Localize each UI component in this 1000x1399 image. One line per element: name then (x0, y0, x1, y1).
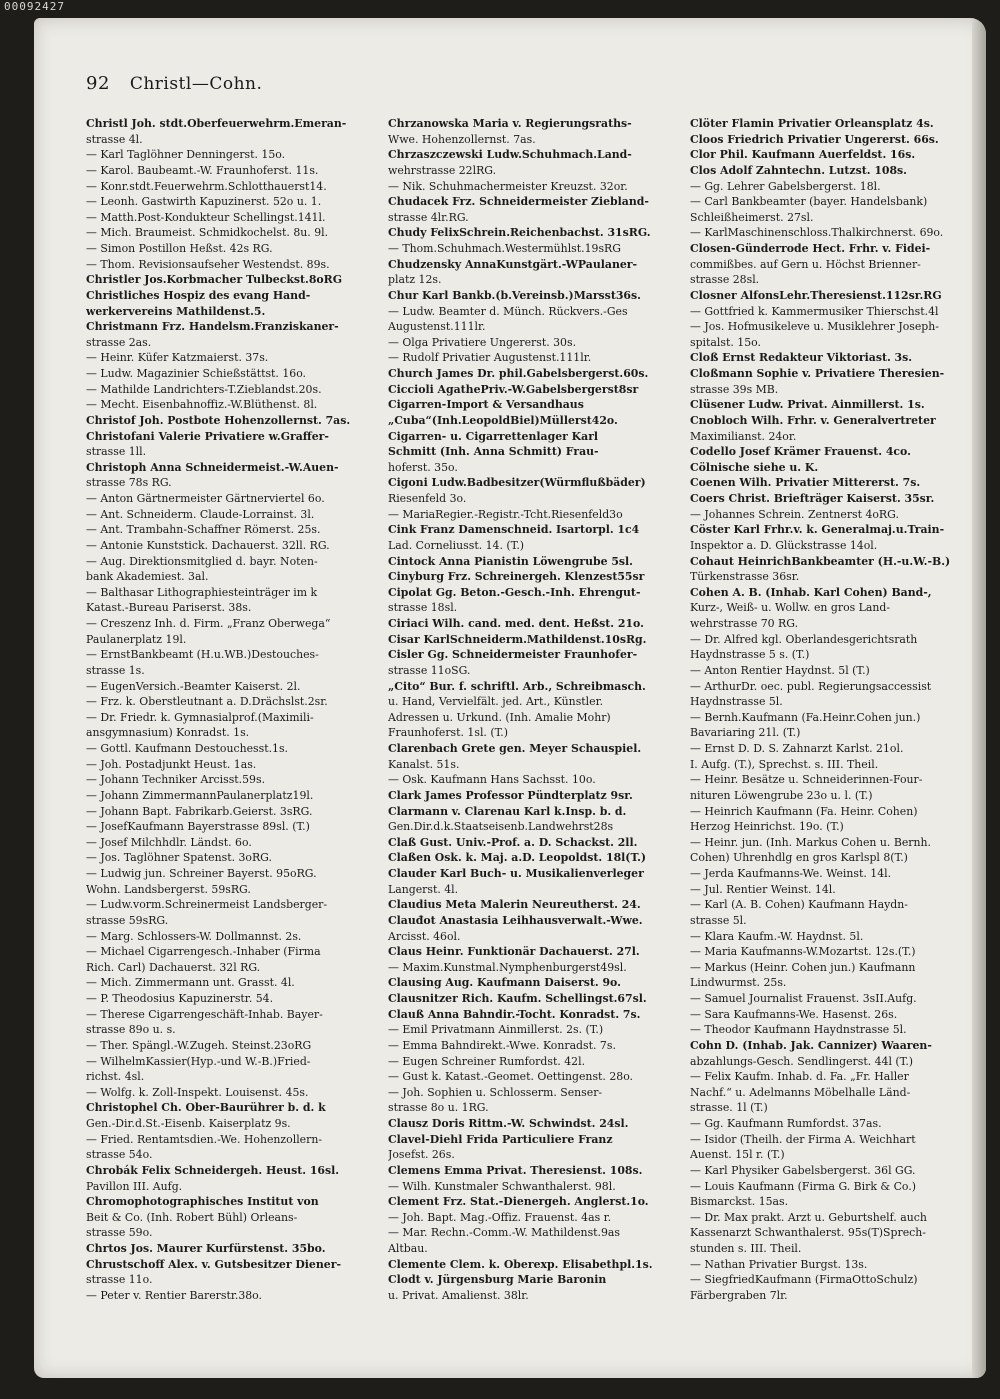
directory-entry-line: — Ludw.vorm.Schreinermeist Landsberger- (86, 898, 328, 912)
directory-entry-heading: Cisler Gg. Schneidermeister Fraunhofer- (388, 648, 638, 662)
directory-entry-heading: Chrobák Felix Schneidergeh. Heust. 16sl. (86, 1163, 340, 1177)
directory-entry-line: Schleißheimerst. 27sl. (690, 210, 814, 224)
directory-entry-line: — Thom. Revisionsaufseher Westendst. 89s. (86, 257, 330, 271)
directory-entry-line: Rich. Carl) Dachauerst. 32l RG. (86, 960, 261, 974)
directory-entry-line: — EugenVersich.-Beamter Kaiserst. 2l. (86, 679, 301, 693)
directory-entry-line: — Heinr. Besätze u. Schneiderinnen-Four- (690, 773, 923, 787)
directory-entry-line: — Gg. Kaufmann Rumfordst. 37as. (690, 1117, 882, 1130)
directory-entry-line: — Ther. Spängl.-W.Zugeh. Steinst.23oRG (86, 1038, 312, 1052)
directory-entry-heading: Chudacek Frz. Schneidermeister Ziebland- (388, 195, 649, 209)
directory-entry-line: Beit & Co. (Inh. Robert Bühl) Orleans- (86, 1210, 298, 1224)
directory-entry-line: — Antonie Kunststick. Dachauerst. 32ll. RG. (86, 538, 330, 552)
directory-entry-line: — Konr.stdt.Feuerwehrm.Schlotthauerst14. (86, 179, 327, 193)
page-header (86, 73, 262, 94)
directory-entry-heading: Cink Franz Damenschneid. Isartorpl. 1c4 (388, 523, 640, 537)
directory-entry-line: hoferst. 35o. (388, 460, 458, 474)
directory-entry-line: — Frz. k. Oberstleutnant a. D.Drächslst.2sr. (86, 695, 328, 709)
directory-entry-heading: Clauđot Anastasia Leihhausverwalt.-Wwe. (388, 913, 643, 927)
directory-entry-line: Wohn. Landsbergerst. 59sRG. (86, 882, 251, 896)
directory-entry-heading: Cloos Friedrich Privatier Ungererst. 66s. (690, 132, 939, 146)
directory-entry-heading: Cohen A. B. (Inhab. Karl Cohen) Band-, (690, 585, 932, 599)
directory-entry-line: — Karl Taglöhner Denningerst. 15o. (86, 148, 286, 162)
directory-entry-line: strasse 39s MB. (690, 382, 779, 396)
directory-entry-line: — Anton Gärtnermeister Gärtnerviertel 6o. (86, 492, 325, 505)
directory-entry-heading: Clemente Clem. k. Oberexp. Elisabethpl.1s. (388, 1257, 653, 1271)
directory-entry-heading: werkervereins Mathildenst.5. (86, 304, 266, 318)
directory-entry-heading: Christofani Valerie Privatiere w.Graffer- (86, 429, 329, 443)
directory-entry-line: Auenst. 15l r. (T.) (690, 1148, 785, 1162)
directory-entry-heading: Codello Josef Krämer Frauenst. 4co. (690, 445, 911, 459)
directory-entry-heading: Cigarren- u. Cigarrettenlager Karl (388, 429, 599, 443)
directory-entry-line: I. Aufg. (T.), Sprechst. s. III. Theil. (690, 757, 879, 771)
directory-entry-heading: Chur Karl Bankb.(b.Vereinsb.)Marsst36s. (388, 288, 641, 302)
directory-entry-line: — Jos. Hofmusikeleve u. Musiklehrer Joseph- (690, 320, 939, 334)
directory-entry-heading: Christof Joh. Postbote Hohenzollernst. 7as. (86, 413, 351, 427)
directory-entry-line: — Nathan Privatier Burgst. 13s. (690, 1257, 868, 1271)
directory-entry-line: — Wilh. Kunstmaler Schwanthalerst. 98l. (388, 1179, 616, 1193)
directory-entry-line: — Felix Kaufm. Inhab. d. Fa. „Fr. Haller (690, 1070, 909, 1084)
directory-entry-line: — Simon Postillon Heßst. 42s RG. (86, 242, 273, 255)
directory-entry-line: wehrstrasse 70 RG. (690, 617, 799, 630)
directory-entry-line: Wwe. Hohenzollernst. 7as. (388, 132, 536, 146)
directory-entry-line: — Gottl. Kaufmann Destouchesst.1s. (86, 742, 289, 755)
directory-entry-line: — Johannes Schrein. Zentnerst 4oRG. (690, 507, 899, 521)
directory-entry-heading: Chrzaszczewski Ludw.Schuhmach.Land- (388, 148, 632, 162)
directory-entry-line: abzahlungs-Gesch. Sendlingerst. 44l (T.) (690, 1054, 914, 1068)
directory-entry-line: — Maxim.Kunstmal.Nymphenburgerst49sl. (388, 960, 627, 974)
directory-entry-heading: Clausz Doris Rittm.-W. Schwindst. 24sl. (388, 1117, 629, 1130)
directory-entry-heading: Clos Adolf Zahntechn. Lutzst. 108s. (690, 163, 907, 177)
directory-entry-heading: Cohaut HeinrichBankbeamter (H.-u.W.-B.) (690, 554, 951, 568)
directory-entry-heading: Clement Frz. Stat.-Dienergeh. Anglerst.1o. (388, 1195, 649, 1209)
directory-entry-line: — Joh. Postadjunkt Heust. 1as. (86, 757, 257, 771)
directory-entry-line: Bavariaring 21l. (T.) (690, 726, 801, 740)
directory-entry-line: bank Akademiest. 3al. (86, 570, 209, 584)
directory-entry-line: — Ludw. Magazinier Schießstättst. 16o. (86, 367, 307, 380)
directory-entry-line: — KarlMaschinenschloss.Thalkirchnerst. 69o. (690, 226, 944, 240)
page-number: 92 (86, 73, 110, 94)
column-1 (86, 116, 378, 1304)
directory-entry-heading: Cohn D. (Inhab. Jak. Cannizer) Waaren- (690, 1038, 932, 1052)
directory-entry-line: — Emil Privatmann Ainmillerst. 2s. (T.) (388, 1023, 604, 1037)
directory-entry-line: Lad. Corneliusst. 14. (T.) (388, 538, 525, 552)
directory-entry-line: — ErnstBankbeamt (H.u.WB.)Destouches- (86, 648, 319, 662)
directory-entry-line: — Johann Techniker Arcisst.59s. (86, 773, 266, 787)
directory-entry-heading: Cnobloch Wilh. Frhr. v. Generalvertreter (690, 413, 936, 427)
directory-entry-heading: Closner AlfonsLehr.Theresienst.112sr.RG (690, 288, 942, 302)
directory-entry-heading: Chrustschoff Alex. v. Gutsbesitzer Diener- (86, 1257, 341, 1271)
directory-entry-line: — Karol. Baubeamt.-W. Fraunhoferst. 11s. (86, 163, 319, 177)
directory-entry-line: — Louis Kaufmann (Firma G. Birk & Co.) (690, 1179, 917, 1193)
directory-entry-line: spitalst. 15o. (690, 335, 761, 349)
page-edge (972, 18, 986, 1378)
directory-entry-heading: Claus Heinr. Funktionär Dachauerst. 27l. (388, 945, 640, 959)
directory-entry-line: Augustenst.111lr. (388, 320, 486, 334)
directory-entry-heading: Cisar KarlSchneiderm.Mathildenst.10sRg. (388, 632, 647, 646)
directory-entry-line: — Leonh. Gastwirth Kapuzinerst. 52o u. 1. (86, 195, 322, 209)
directory-entry-line: — Jul. Rentier Weinst. 14l. (690, 882, 836, 896)
directory-entry-line: — Carl Bankbeamter (bayer. Handelsbank) (690, 195, 928, 209)
directory-entry-heading: Clauß Anna Bahndir.-Tocht. Konradst. 7s. (388, 1007, 641, 1021)
directory-entry-line: Langerst. 4l. (388, 882, 459, 896)
directory-entry-line: — Samuel Journalist Frauenst. 3sII.Aufg. (690, 992, 917, 1005)
directory-entry-heading: Coenen Wilh. Privatier Mittererst. 7s. (690, 476, 921, 490)
directory-entry-heading: Cigarren-Import & Versandhaus (388, 398, 584, 412)
directory-entry-line: strasse 2as. (86, 335, 152, 349)
directory-entry-line: ansgymnasium) Konradst. 1s. (86, 726, 250, 740)
column-2 (388, 116, 684, 1304)
directory-entry-heading: Schmitt (Inh. Anna Schmitt) Frau- (388, 445, 599, 459)
directory-entry-line: — Joh. Bapt. Mag.-Offiz. Frauenst. 4as r. (388, 1210, 612, 1224)
directory-entry-line: — Dr. Friedr. k. Gymnasialprof.(Maximili- (86, 710, 314, 724)
directory-entry-heading: Coers Christ. Briefträger Kaiserst. 35sr. (690, 492, 935, 505)
directory-entry-heading: Christl Joh. stdt.Oberfeuerwehrm.Emeran- (86, 117, 347, 130)
directory-entry-line: — WilhelmKassier(Hyp.-und W.-B.)Fried- (86, 1054, 311, 1068)
directory-entry-heading: Clor Phil. Kaufmann Auerfeldst. 16s. (690, 148, 916, 162)
directory-entry-heading: Cölnische siehe u. K. (690, 460, 819, 474)
directory-entry-line: Kanalst. 51s. (388, 757, 460, 771)
directory-entry-line: richst. 4sl. (86, 1070, 145, 1084)
directory-entry-line: Bismarckst. 15as. (690, 1195, 789, 1209)
directory-entry-heading: Clavel-Diehl Frida Particuliere Franz (388, 1132, 613, 1146)
directory-entry-line: wehrstrasse 22lRG. (388, 163, 497, 177)
directory-entry-line: — Ant. Trambahn-Schaffner Römerst. 25s. (86, 523, 321, 537)
directory-entry-line: Katast.-Bureau Pariserst. 38s. (86, 601, 252, 615)
directory-entry-line: — Johann ZimmermannPaulanerplatz19l. (86, 788, 314, 802)
directory-entry-line: strasse 54o. (86, 1148, 153, 1162)
directory-entry-line: — Dr. Alfred kgl. Oberlandesgerichtsrath (690, 632, 918, 646)
directory-entry-line: strasse 59o. (86, 1226, 153, 1240)
directory-entry-line: — Marg. Schlossers-W. Dollmannst. 2s. (86, 929, 302, 943)
directory-entry-heading: Clarmann v. Clarenau Karl k.Insp. b. d. (388, 804, 627, 818)
directory-entry-line: — Nik. Schuhmachermeister Kreuzst. 32or. (388, 179, 628, 193)
directory-entry-line: — Wolfg. k. Zoll-Inspekt. Louisenst. 45s. (86, 1085, 309, 1099)
directory-entry-line: — Olga Privatiere Ungererst. 30s. (388, 335, 577, 349)
directory-entry-line: Gen.-Dir.d.St.-Eisenb. Kaiserplatz 9s. (86, 1117, 291, 1130)
directory-entry-heading: Clüsener Ludw. Privat. Ainmillerst. 1s. (690, 398, 925, 412)
directory-entry-line: — Dr. Max prakt. Arzt u. Geburtshelf. auch (690, 1210, 927, 1224)
directory-entry-line: strasse 8o u. 1RG. (388, 1101, 489, 1115)
column-3 (690, 116, 978, 1304)
directory-entry-heading: Ciccioli AgathePriv.-W.Gabelsbergerst8sr (388, 382, 639, 396)
directory-entry-heading: Chudzensky AnnaKunstgärt.-WPaulaner- (388, 257, 638, 271)
directory-entry-heading: Chudy FelixSchrein.Reichenbachst. 31sRG. (388, 226, 651, 240)
directory-entry-line: — SiegfriedKaufmann (FirmaOttoSchulz) (690, 1273, 918, 1287)
directory-entry-line: — Ant. Schneiderm. Claude-Lorrainst. 3l. (86, 507, 315, 521)
directory-entry-line: Gen.Dir.d.k.Staatseisenb.Landwehrst28s (388, 820, 614, 834)
directory-entry-line: commißbes. auf Gern u. Höchst Brienner- (690, 257, 921, 271)
directory-entry-heading: Claß Gust. Univ.-Prof. a. D. Schackst. 2ll. (388, 835, 638, 849)
directory-entry-line: — Mecht. Eisenbahnoffiz.-W.Blüthenst. 8l. (86, 398, 318, 412)
directory-entry-heading: Clausnitzer Rich. Kaufm. Schellingst.67sl. (388, 992, 647, 1005)
directory-entry-line: — Anton Rentier Haydnst. 5l (T.) (690, 663, 870, 677)
directory-entry-line: strasse 78s RG. (86, 476, 172, 490)
directory-entry-heading: Christmann Frz. Handelsm.Franziskaner- (86, 320, 339, 334)
directory-entry-line: — Markus (Heinr. Cohen jun.) Kaufmann (690, 960, 916, 974)
directory-entry-line: — Emma Bahndirekt.-Wwe. Konradst. 7s. (388, 1038, 616, 1052)
directory-entry-line: Kurz-, Weiß- u. Wollw. en gros Land- (690, 601, 891, 615)
directory-entry-line: — Heinr. Küfer Katzmaierst. 37s. (86, 351, 269, 365)
directory-entry-heading: Claudius Meta Malerin Neureutherst. 24. (388, 898, 641, 912)
directory-entry-line: — Aug. Direktionsmitglied d. bayr. Noten- (86, 554, 318, 568)
directory-page (34, 18, 986, 1378)
directory-entry-heading: Clarenbach Grete gen. Meyer Schauspiel. (388, 742, 642, 755)
directory-entry-line: — Balthasar Lithographiesteinträger im k (86, 585, 318, 599)
directory-entry-line: strasse 18sl. (388, 601, 458, 615)
directory-entry-heading: Clemens Emma Privat. Theresienst. 108s. (388, 1163, 643, 1177)
directory-entry-line: — MariaRegier.-Registr.-Tcht.Riesenfeld3o (388, 507, 623, 521)
directory-entry-line: — Sara Kaufmanns-We. Hasenst. 26s. (690, 1007, 898, 1021)
directory-entry-line: — Maria Kaufmanns-W.Mozartst. 12s.(T.) (690, 945, 916, 959)
directory-entry-heading: Ciriaci Wilh. cand. med. dent. Heßst. 21o. (388, 617, 644, 630)
directory-entry-heading: Cinyburg Frz. Schreinergeh. Klenzest55sr (388, 570, 645, 584)
directory-entry-heading: Cipolat Gg. Beton.-Gesch.-Inh. Ehrengut- (388, 585, 641, 599)
directory-entry-line: u. Hand, Vervielfält. jed. Art., Künstler. (388, 695, 604, 709)
directory-entry-line: Paulanerplatz 19l. (86, 632, 187, 646)
directory-entry-line: — Karl (A. B. Cohen) Kaufmann Haydn- (690, 898, 908, 912)
directory-entry-heading: „Cuba“(Inh.LeopoldBiel)Müllerst42o. (388, 413, 618, 427)
directory-entry-heading: Clausing Aug. Kaufmann Daiserst. 9o. (388, 976, 621, 990)
directory-entry-line: — Eugen Schreiner Rumfordst. 42l. (388, 1054, 586, 1068)
directory-entry-line: — Klara Kaufm.-W. Haydnst. 5l. (690, 929, 864, 943)
directory-entry-heading: Church James Dr. phil.Gabelsbergerst.60s. (388, 367, 649, 380)
directory-entry-line: strasse. 1l (T.) (690, 1101, 768, 1115)
directory-entry-line: — Thom.Schuhmach.Westermühlst.19sRG (388, 242, 621, 255)
directory-entry-line: — Michael Cigarrengesch.-Inhaber (Firma (86, 945, 321, 959)
directory-entry-heading: Cloßmann Sophie v. Privatiere Theresien- (690, 367, 945, 380)
directory-entry-line: — Matth.Post-Kondukteur Schellingst.141l. (86, 210, 326, 224)
directory-entry-line: strasse 4l. (86, 132, 143, 146)
directory-entry-line: — Heinr. jun. (Inh. Markus Cohen u. Bernh. (690, 835, 931, 849)
directory-entry-line: Haydnstrasse 5l. (690, 695, 783, 709)
directory-entry-line: strasse 28sl. (690, 273, 760, 287)
directory-entry-heading: Clark James Professor Pündterplatz 9sr. (388, 788, 633, 802)
directory-entry-line: Herzog Heinrichst. 19o. (T.) (690, 820, 844, 834)
directory-entry-line: strasse 1s. (86, 663, 145, 677)
directory-entry-heading: Closen-Günderrode Hect. Frhr. v. Fidei- (690, 242, 931, 255)
directory-entry-heading: Cöster Karl Frhr.v. k. Generalmaj.u.Train- (690, 523, 945, 537)
directory-entry-heading: Cintock Anna Pianistin Löwengrube 5sl. (388, 554, 633, 568)
directory-entry-line: Nachf.“ u. Adelmanns Möbelhalle Länd- (690, 1085, 911, 1099)
directory-entry-line: Türkenstrasse 36sr. (690, 570, 800, 584)
directory-entry-heading: Claßen Osk. k. Maj. a.D. Leopoldst. 18l(T.) (388, 851, 647, 865)
directory-entry-line: strasse 1ll. (86, 445, 147, 459)
scan-id: 00092427 (4, 0, 65, 13)
running-title: Christl—Cohn. (129, 74, 263, 94)
directory-entry-heading: Christoph Anna Schneidermeist.-W.Auen- (86, 460, 339, 474)
directory-entry-heading: „Cito“ Bur. f. schriftl. Arb., Schreibmasch. (388, 679, 646, 693)
directory-entry-heading: Chromophotographisches Institut von (86, 1195, 319, 1209)
directory-entry-line: — Jos. Taglöhner Spatenst. 3oRG. (86, 851, 272, 865)
directory-entry-line: Fraunhoferst. 1sl. (T.) (388, 726, 508, 740)
directory-entry-line: strasse 89o u. s. (86, 1023, 176, 1037)
directory-entry-line: — Fried. Rentamtsdien.-We. Hohenzollern- (86, 1132, 323, 1146)
directory-entry-line: — Johann Bapt. Fabrikarb.Geierst. 3sRG. (86, 804, 313, 818)
directory-entry-line: — Josef Milchhdlr. Ländst. 6o. (86, 835, 252, 849)
directory-entry-line: — Mar. Rechn.-Comm.-W. Mathildenst.9as (388, 1226, 621, 1240)
directory-entry-heading: Christliches Hospiz des evang Hand- (86, 288, 311, 302)
directory-entry-line: Färbergraben 7lr. (690, 1288, 788, 1302)
directory-entry-line: — Therese Cigarrengeschäft-Inhab. Bayer- (86, 1007, 323, 1021)
directory-entry-line: — Creszenz Inh. d. Firm. „Franz Oberwega“ (86, 617, 331, 630)
directory-entry-line: — Theodor Kaufmann Haydnstrasse 5l. (690, 1023, 907, 1037)
directory-entry-line: — Karl Physiker Gabelsbergerst. 36l GG. (690, 1163, 916, 1177)
directory-entry-line: — ArthurDr. oec. publ. Regierungsaccessist (690, 679, 932, 693)
directory-entry-line: Josefst. 26s. (388, 1148, 455, 1162)
directory-entry-line: — Rudolf Privatier Augustenst.111lr. (388, 351, 592, 365)
directory-entry-line: — Osk. Kaufmann Hans Sachsst. 10o. (388, 773, 596, 787)
directory-entry-line: Arcisst. 46ol. (388, 929, 461, 943)
directory-entry-line: — Heinrich Kaufmann (Fa. Heinr. Cohen) (690, 804, 918, 818)
directory-entry-line: — Peter v. Rentier Barerstr.38o. (86, 1288, 263, 1302)
directory-entry-line: — JosefKaufmann Bayerstrasse 89sl. (T.) (86, 820, 310, 834)
directory-entry-line: — Joh. Sophien u. Schlosserm. Senser- (388, 1085, 603, 1099)
directory-entry-heading: Christophel Ch. Ober-Baurührer b. d. k (86, 1101, 326, 1115)
directory-entry-line: platz 12s. (388, 273, 442, 287)
directory-entry-line: u. Privat. Amalienst. 38lr. (388, 1288, 529, 1302)
directory-entry-line: — Isidor (Theilh. der Firma A. Weichhart (690, 1132, 916, 1146)
directory-entry-line: strasse 59sRG. (86, 913, 169, 927)
directory-entry-line: Riesenfeld 3o. (388, 492, 467, 505)
directory-entry-heading: Chrtos Jos. Maurer Kurfürstenst. 35bo. (86, 1242, 326, 1255)
directory-entry-line: Altbau. (388, 1242, 428, 1255)
directory-entry-line: — Gottfried k. Kammermusiker Thierschst.4l (690, 304, 939, 318)
directory-entry-line: Adressen u. Urkund. (Inh. Amalie Mohr) (388, 710, 611, 724)
directory-entry-line: Haydnstrasse 5 s. (T.) (690, 648, 810, 662)
directory-entry-line: — Mich. Zimmermann unt. Grasst. 4l. (86, 976, 295, 990)
directory-entry-line: Kassenarzt Schwanthalerst. 95s(T)Sprech- (690, 1226, 926, 1240)
directory-entry-line: — Gust k. Katast.-Geomet. Oettingenst. 28o. (388, 1070, 634, 1084)
directory-entry-line: — Ernst D. D. S. Zahnarzt Karlst. 21ol. (690, 742, 904, 755)
directory-entry-line: — Mathilde Landrichters-T.Zieblandst.20s. (86, 382, 322, 396)
directory-entry-line: nituren Löwengrube 23o u. l. (T.) (690, 788, 873, 802)
directory-entry-line: Cohen) Uhrenhdlg en gros Karlspl 8(T.) (690, 851, 908, 865)
directory-entry-line: — Bernh.Kaufmann (Fa.Heinr.Cohen jun.) (690, 710, 921, 724)
directory-entry-heading: Clöter Flamin Privatier Orleansplatz 4s. (690, 117, 934, 130)
directory-entry-line: stunden s. III. Theil. (690, 1242, 802, 1255)
directory-entry-line: — Ludwig jun. Schreiner Bayerst. 95oRG. (86, 867, 317, 880)
directory-entry-line: — P. Theodosius Kapuzinerstr. 54. (86, 992, 274, 1005)
directory-entry-line: Inspektor a. D. Glückstrasse 14ol. (690, 538, 878, 552)
directory-entry-line: Lindwurmst. 25s. (690, 976, 787, 990)
directory-entry-heading: Clodt v. Jürgensburg Marie Baronin (388, 1273, 607, 1287)
directory-entry-line: — Ludw. Beamter d. Münch. Rückvers.-Ges (388, 304, 628, 318)
directory-entry-line: strasse 11o. (86, 1273, 153, 1287)
directory-entry-heading: Cloß Ernst Redakteur Viktoriast. 3s. (690, 351, 913, 365)
directory-entry-line: — Jerda Kaufmanns-We. Weinst. 14l. (690, 867, 892, 880)
directory-entry-line: Pavillon III. Aufg. (86, 1179, 183, 1193)
directory-entry-line: strasse 11oSG. (388, 663, 471, 677)
directory-entry-line: strasse 4lr.RG. (388, 210, 469, 224)
directory-entry-heading: Cigoni Ludw.Badbesitzer(Würmflußbäder) (388, 476, 646, 490)
directory-entry-heading: Clauder Karl Buch- u. Musikalienverleger (388, 867, 644, 880)
directory-entry-heading: Chrzanowska Maria v. Regierungsraths- (388, 117, 632, 130)
directory-entry-line: — Mich. Braumeist. Schmidkochelst. 8u. 9l. (86, 226, 329, 240)
directory-entry-line: Maximilianst. 24or. (690, 429, 797, 443)
directory-entry-heading: Christler Jos.Korbmacher Tulbeckst.8oRG (86, 273, 343, 287)
directory-entry-line: strasse 5l. (690, 913, 747, 927)
directory-entry-line: — Gg. Lehrer Gabelsbergerst. 18l. (690, 179, 881, 193)
